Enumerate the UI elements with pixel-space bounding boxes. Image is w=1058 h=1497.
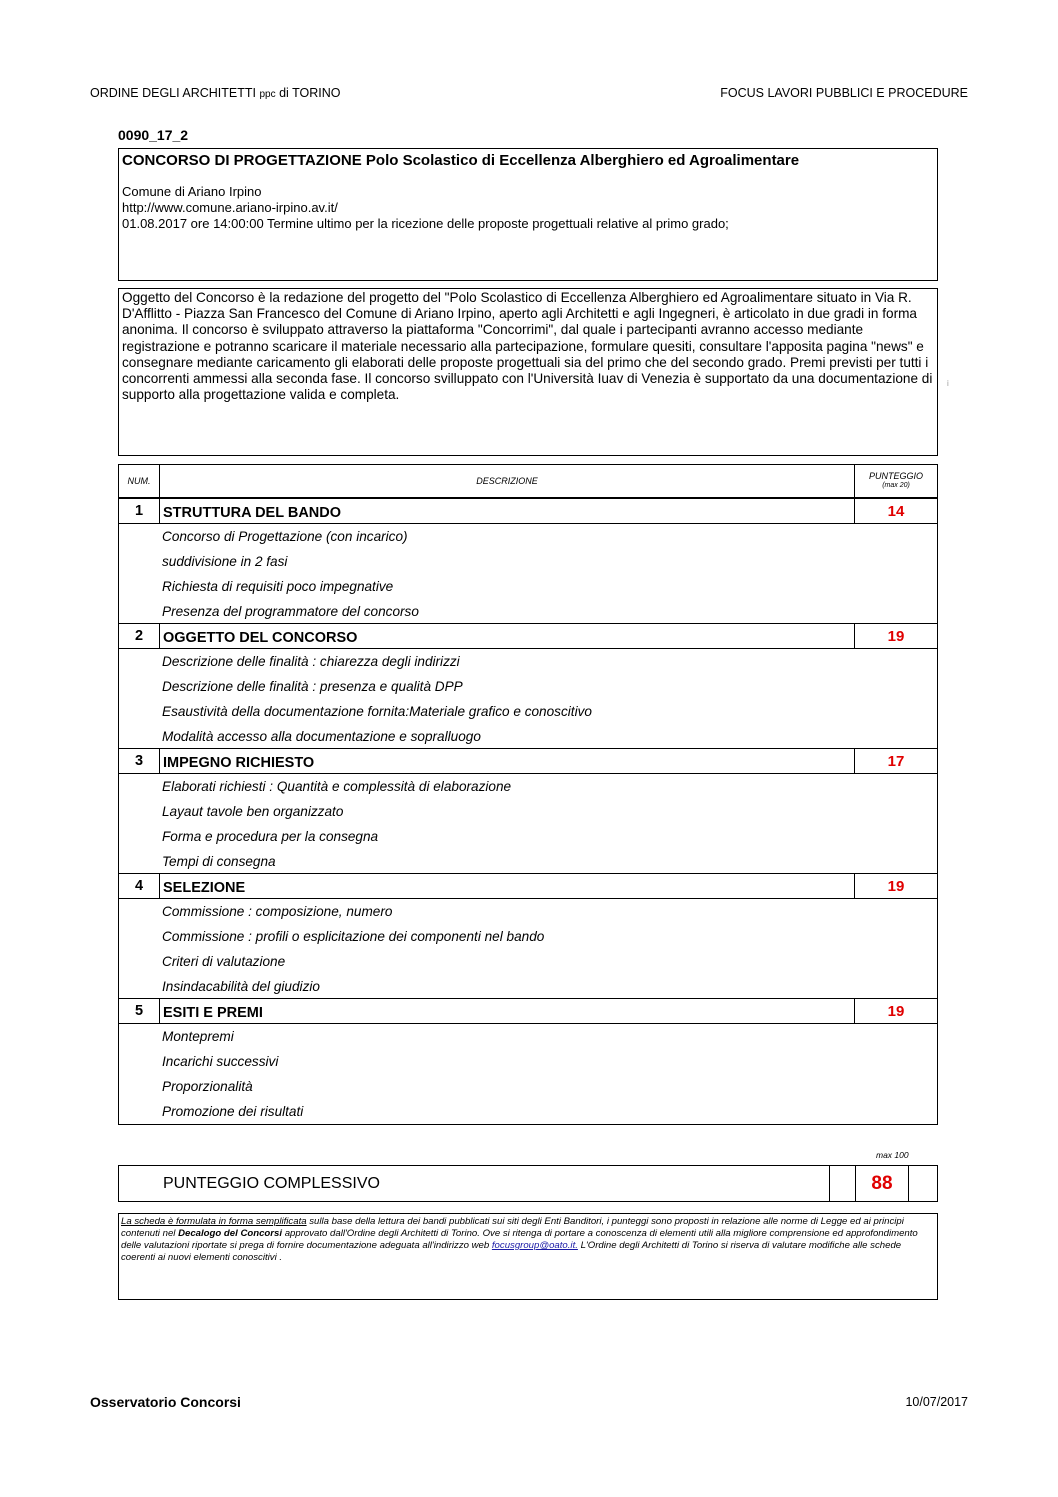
criterion-item: Presenza del programmatore del concorso xyxy=(162,604,419,619)
competition-title xyxy=(122,152,934,169)
note-text-2: approvato dall'Ordine degli Architetti di Torino. Ove si ritenga di portare a conoscenza di elementi utili alla migliore comprensione ed approfondimento delle valutazioni riportate si prega di fornire documentazione adeguata all'indirizzo web xyxy=(121,1228,918,1251)
criterion-item: Criteri di valutazione xyxy=(162,954,286,969)
col-desc-header: DESCRIZIONE xyxy=(160,465,855,497)
col-score-max: (max 20) xyxy=(882,482,910,489)
criterion-item: suddivisione in 2 fasi xyxy=(162,554,288,569)
title-name: Polo Scolastico di Eccellenza Alberghiero ed Agroalimentare xyxy=(365,152,800,169)
section-number: 4 xyxy=(134,878,144,894)
criterion-item: Elaborati richiesti : Quantità e complessità di elaborazione xyxy=(162,779,512,794)
header-org-name: ORDINE DEGLI ARCHITETTI xyxy=(90,86,256,100)
note-lead: La scheda è formulata in forma semplificata xyxy=(121,1216,307,1227)
criterion-item: Montepremi xyxy=(162,1029,234,1044)
section-name: SELEZIONE xyxy=(159,874,855,898)
col-num-header: NUM. xyxy=(119,465,160,497)
section-row xyxy=(119,498,937,524)
table-header xyxy=(119,464,937,498)
section-number: 5 xyxy=(134,1003,144,1019)
criterion-item: Incarichi successivi xyxy=(162,1054,279,1069)
header-org-city: di TORINO xyxy=(279,86,341,100)
deadline-text: 01.08.2017 ore 14:00:00 Termine ultimo per la ricezione delle proposte progettuali relative al primo grado; xyxy=(122,216,729,231)
criterion-item: Richiesta di requisiti poco impegnative xyxy=(162,579,394,594)
col-score-header xyxy=(855,465,937,497)
section-score: 19 xyxy=(887,627,905,645)
criterion-item: Commissione : composizione, numero xyxy=(162,904,393,919)
section-number: 3 xyxy=(134,753,144,769)
footer-date: 10/07/2017 xyxy=(905,1395,968,1409)
criterion-item: Descrizione delle finalità : chiarezza degli indirizzi xyxy=(162,654,460,669)
document-code: 0090_17_2 xyxy=(118,127,189,143)
note-email-link[interactable]: focusgroup@oato.it. xyxy=(491,1240,578,1251)
title-prefix: CONCORSO DI PROGETTAZIONE xyxy=(122,152,362,169)
total-max-label: max 100 xyxy=(876,1150,909,1160)
criterion-item: Insindacabilità del giudizio xyxy=(162,979,320,994)
note-text-1: sulla base della lettura dei bandi pubblicati sui siti degli Enti Banditori, i punteggi sono proposti in relazione alle norme di Legge ed ai principi contenuti nel xyxy=(121,1216,904,1239)
section-score: 19 xyxy=(887,1002,905,1020)
criterion-item: Esaustività della documentazione fornita:Materiale grafico e conoscitivo xyxy=(162,704,592,719)
header-org-ppc: ppc xyxy=(259,89,276,100)
section-row xyxy=(119,873,937,899)
section-name: OGGETTO DEL CONCORSO xyxy=(159,624,855,648)
section-row xyxy=(119,998,937,1024)
total-score-box xyxy=(118,1165,938,1202)
section-score: 17 xyxy=(887,752,905,770)
score-table xyxy=(118,464,938,1125)
criterion-item: Concorso di Progettazione (con incarico) xyxy=(162,529,408,544)
section-row xyxy=(119,748,937,774)
header-section: FOCUS LAVORI PUBBLICI E PROCEDURE xyxy=(720,86,968,100)
section-score: 14 xyxy=(887,502,905,520)
sections-container xyxy=(119,498,937,1125)
total-score-cell xyxy=(855,1166,909,1201)
criterion-item: Forma e procedura per la consegna xyxy=(162,829,379,844)
col-score-label: PUNTEGGIO xyxy=(868,471,923,481)
section-number: 2 xyxy=(134,628,144,644)
criterion-item: Commissione : profili o esplicitazione dei componenti nel bando xyxy=(162,929,545,944)
side-mark: i xyxy=(947,379,949,388)
note-text-3: L'Ordine degli Architetti di Torino si riserva di valutare modifiche alle schede coerenti ai nuovi elementi conoscitivi . xyxy=(121,1240,902,1263)
section-items xyxy=(119,774,937,874)
competition-description: Oggetto del Concorso è la redazione del progetto del "Polo Scolastico di Eccellenza Alberghiero ed Agroalimentare situato in Via R. D'Afflitto - Piazza San Francesco del Comune di Ariano Irpino, aperto agli Architetti e agli Ingegneri, è articolato in due gradi in forma anonima. Il concorso è sviluppato attraverso la piattaforma "Concorrimi", dal quale i partecipanti avranno accesso mediante registrazione e potranno scaricare il materiale necessario alla partecipazione, formulare quesiti, consultare l'apposita pagina "news" e consegnare mediante caricamento gli elaborati delle proposte progettuali sia del primo che del secondo grado. Premi previsti per tutti i concorrenti ammessi alla seconda fase. Il concorso svilluppato con l'Università Iuav di Venezia è supportato da una documentazione di supporto alla progettazione valida e completa. xyxy=(118,288,938,456)
note-decalogo: Decalogo del Concorsi xyxy=(178,1228,283,1239)
section-name: IMPEGNO RICHIESTO xyxy=(159,749,855,773)
criterion-item: Tempi di consegna xyxy=(162,854,276,869)
section-row xyxy=(119,623,937,649)
section-items xyxy=(119,1024,937,1125)
header-organization xyxy=(90,86,340,100)
entity-url[interactable]: http://www.comune.ariano-irpino.av.it/ xyxy=(122,200,338,215)
criterion-item: Descrizione delle finalità : presenza e qualità DPP xyxy=(162,679,463,694)
section-score: 19 xyxy=(887,877,905,895)
total-score-value: 88 xyxy=(871,1172,893,1194)
section-number: 1 xyxy=(134,503,144,519)
footer-title: Osservatorio Concorsi xyxy=(90,1394,241,1410)
section-items xyxy=(119,524,937,624)
criterion-item: Modalità accesso alla documentazione e sopralluogo xyxy=(162,729,481,744)
criterion-item: Layaut tavole ben organizzato xyxy=(162,804,344,819)
section-items xyxy=(119,899,937,999)
competition-title-box xyxy=(118,148,938,281)
section-name: STRUTTURA DEL BANDO xyxy=(159,499,855,523)
section-name: ESITI E PREMI xyxy=(159,999,855,1023)
criterion-item: Promozione dei risultati xyxy=(162,1104,304,1119)
total-score-label: PUNTEGGIO COMPLESSIVO xyxy=(119,1166,830,1201)
entity-name: Comune di Ariano Irpino xyxy=(122,184,262,199)
criterion-item: Proporzionalità xyxy=(162,1079,253,1094)
disclaimer-note xyxy=(118,1213,938,1300)
competition-info xyxy=(122,184,934,232)
section-items xyxy=(119,649,937,749)
